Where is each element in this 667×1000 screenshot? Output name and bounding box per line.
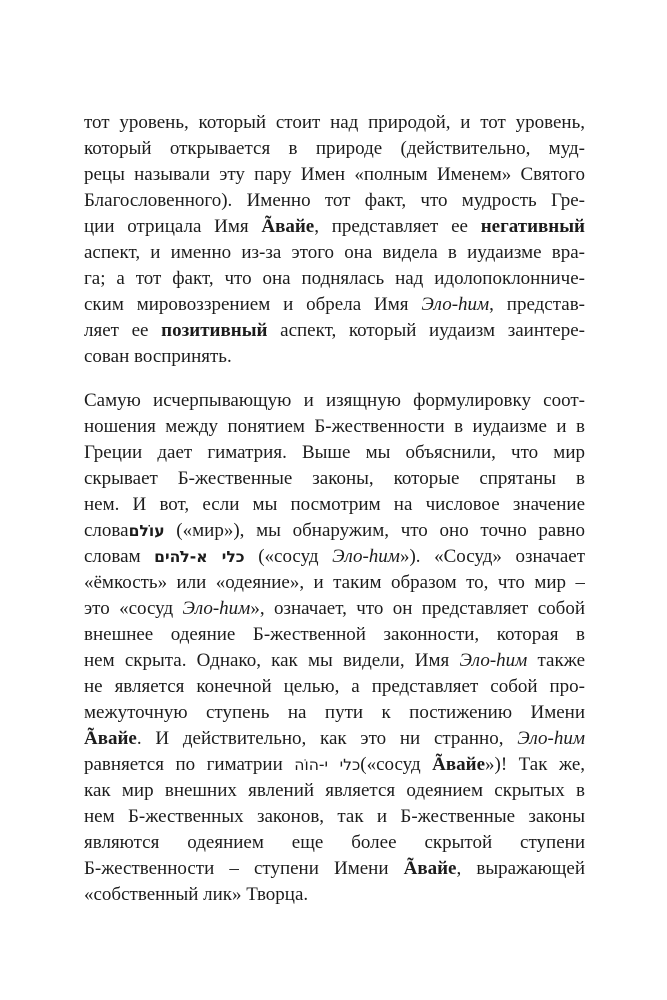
text-line — [84, 648, 585, 674]
text-run: («мир»), мы обнаружим, что оно точно равно — [164, 520, 585, 541]
text-line — [84, 518, 585, 544]
text-run: Греции дает гиматрия. Выше мы объяснили, что мир — [84, 442, 585, 463]
text-line — [84, 674, 585, 700]
text-run: Эло-hим — [332, 546, 400, 567]
text-run: как мир внешних явлений является одеянием скрытых в — [84, 780, 585, 801]
text-line — [84, 804, 585, 830]
text-run: («сосуд — [244, 546, 333, 567]
text-run: сован воспринять. — [84, 346, 232, 367]
text-run: ношения между понятием Б-жественности в иудаизме и в — [84, 416, 585, 437]
text-run: », означает, что он представляет собой — [250, 598, 585, 619]
text-run: ским мировоззрением и обрела Имя — [84, 294, 422, 315]
text-run: являются одеянием еще более скрытой ступени — [84, 832, 585, 853]
text-line — [84, 292, 585, 318]
text-run: Ãвайе — [84, 728, 137, 749]
text-line — [84, 778, 585, 804]
text-run: Ãвайе — [432, 754, 486, 775]
text-line — [84, 856, 585, 882]
text-line — [84, 110, 585, 136]
paragraph-1 — [84, 110, 585, 370]
text-run: га; а тот факт, что она поднялась над идолопоклонниче- — [84, 268, 585, 289]
text-line — [84, 344, 585, 370]
text-line — [84, 214, 585, 240]
text-run: . И действительно, как это ни странно, — [136, 728, 518, 749]
paragraph-2 — [84, 388, 585, 908]
text-run: «собственный лик» Творца. — [84, 884, 309, 905]
text-line — [84, 596, 585, 622]
text-run: слова — [84, 520, 129, 541]
text-run: внешнее одеяние Б-жественной законности, которая в — [84, 624, 585, 645]
text-line — [84, 882, 585, 908]
text-run: עוֹלם — [128, 522, 165, 540]
text-line — [84, 726, 585, 752]
text-run: негативный — [480, 216, 585, 237]
text-line — [84, 318, 585, 344]
text-run: »). «Сосуд» означает — [399, 546, 585, 567]
text-run: Эло-hим — [459, 650, 528, 671]
text-run: ции отрицала Имя — [84, 216, 262, 237]
text-run: также — [527, 650, 585, 671]
text-line — [84, 266, 585, 292]
text-run: скрывает Б-жественные законы, которые спрятаны в — [84, 468, 585, 489]
text-run: Самую исчерпывающую и изящную формулировку соот- — [84, 390, 585, 411]
text-line — [84, 466, 585, 492]
text-run: Б-жественности – ступени Имени — [84, 858, 404, 879]
text-line — [84, 570, 585, 596]
text-line — [84, 440, 585, 466]
text-line — [84, 544, 585, 570]
text-run: , представ- — [489, 294, 585, 315]
text-run: равняется по гиматрии — [84, 754, 295, 775]
text-run: Ãвайе — [403, 858, 457, 879]
text-run: Эло-hим — [517, 728, 585, 749]
text-run: нем Б-жественных законов, так и Б-жественные законы — [84, 806, 585, 827]
text-run: Эло-hим — [182, 598, 251, 619]
text-line — [84, 830, 585, 856]
text-run: который открывается в природе (действительно, муд- — [84, 138, 585, 159]
text-run: аспект, и именно из-за этого она видела в иудаизме вра- — [84, 242, 585, 263]
text-run: это «сосуд — [84, 598, 183, 619]
text-run: Эло-hим — [421, 294, 490, 315]
text-run: ляет ее — [84, 320, 162, 341]
text-run: , выражающей — [456, 858, 585, 879]
text-line — [84, 414, 585, 440]
text-run: «ёмкость» или «одеяние», и таким образом то, что мир – — [84, 572, 585, 593]
text-run: тот уровень, который стоит над природой, и тот уровень, — [84, 112, 585, 133]
text-line — [84, 136, 585, 162]
text-line — [84, 188, 585, 214]
text-run: не является конечной целью, а представляет собой про- — [84, 676, 585, 697]
text-run: כלי י-הוֹה — [294, 756, 361, 774]
text-run: כלי א-לֹהים — [154, 548, 245, 566]
text-run: нем скрыта. Однако, как мы видели, Имя — [84, 650, 460, 671]
text-run: аспект, который иудаизм заинтере- — [267, 320, 585, 341]
text-run: рецы называли эту пару Имен «полным Именем» Святого — [84, 164, 585, 185]
text-line — [84, 162, 585, 188]
text-line — [84, 752, 585, 778]
text-line — [84, 622, 585, 648]
text-run: позитивный — [161, 320, 268, 341]
text-line — [84, 492, 585, 518]
text-run: Благословенного). Именно тот факт, что мудрость Гре- — [84, 190, 585, 211]
text-run: нем. И вот, если мы посмотрим на числовое значение — [84, 494, 585, 515]
text-line — [84, 388, 585, 414]
text-line — [84, 700, 585, 726]
text-run: »)! Так же, — [485, 754, 585, 775]
text-run: , представляет ее — [314, 216, 481, 237]
text-run: Ãвайе — [261, 216, 315, 237]
text-run: словам — [84, 546, 155, 567]
text-line — [84, 240, 585, 266]
text-run: («сосуд — [360, 754, 433, 775]
text-run: межуточную ступень на пути к постижению Имени — [84, 702, 585, 723]
